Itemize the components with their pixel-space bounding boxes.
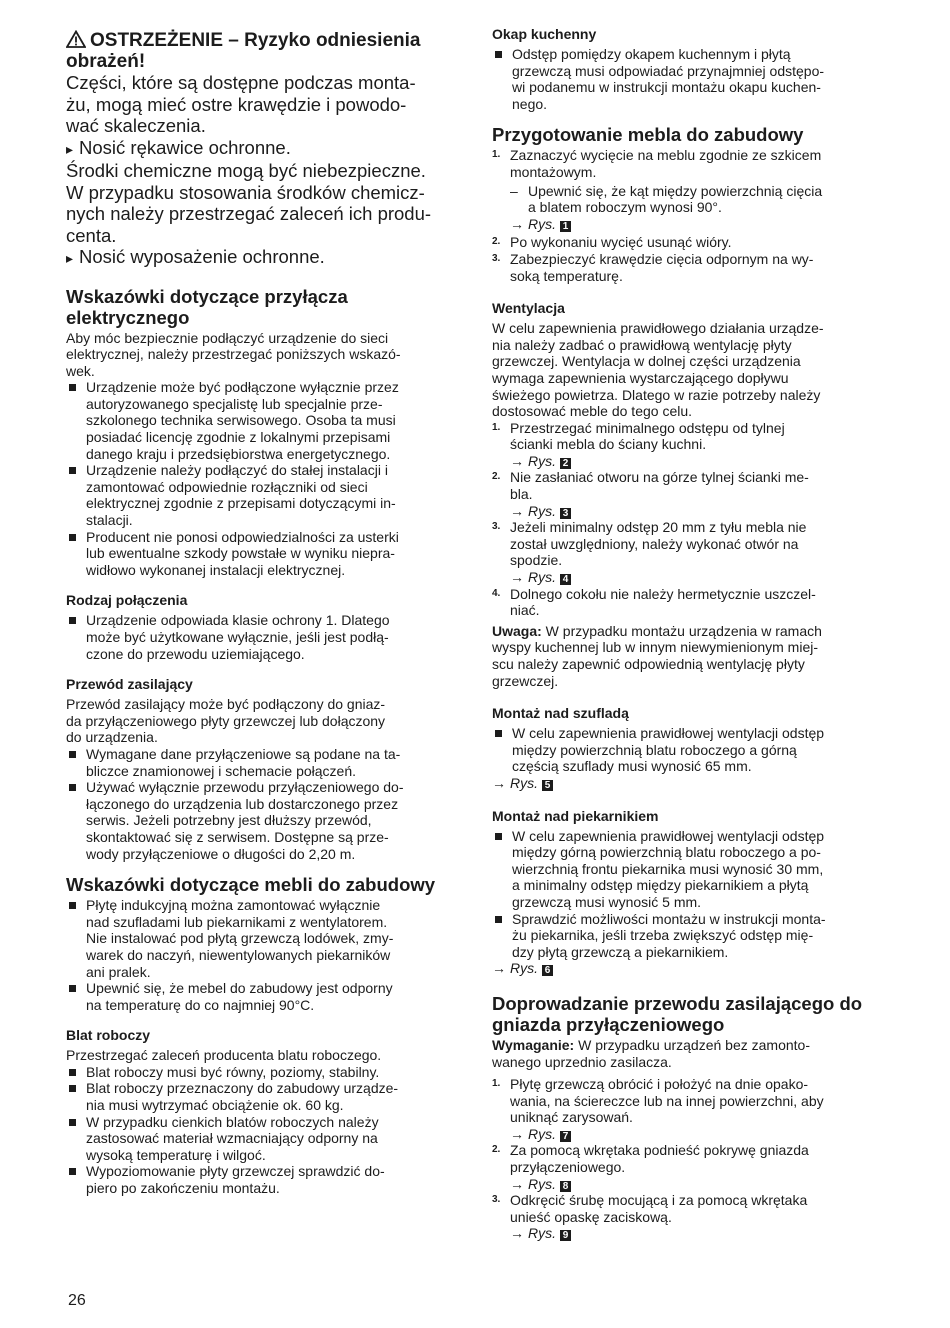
prep-steps-cont: [492, 234, 884, 284]
ventilation-heading: Wentylacja: [492, 300, 565, 317]
text-line: świeżego powietrza. Dlatego w razie potrzeby należy: [492, 386, 821, 403]
text-line: serwis. Jeżeli potrzebny jest dłuższy przewód,: [86, 812, 372, 829]
figure-number: 9: [560, 1230, 571, 1241]
text-line: na temperaturę do co najmniej 90°C.: [86, 996, 315, 1013]
text-line: wody przyłączeniowe o długości do 2,20 m.: [86, 845, 356, 862]
list-item: [492, 725, 884, 775]
dash: –: [510, 182, 518, 199]
cable-heading: [492, 993, 884, 1035]
ref-label: Rys.: [528, 502, 556, 519]
warning-action-gloves: ▸ Nosić rękawice ochronne.: [66, 137, 458, 161]
text-line: Urządzenie może być podłączone wyłącznie przez: [86, 379, 399, 396]
text-line: Blat roboczy przeznaczony do zabudowy urządze-: [86, 1080, 399, 1097]
text-line: uniknąć zarysowań.: [510, 1109, 633, 1126]
worktop-list: [66, 1064, 458, 1197]
text-line: W przypadku montażu urządzenia w ramach: [541, 622, 822, 639]
text-line: Płytę indukcyjną można zamontować wyłącznie: [86, 897, 381, 914]
electric-heading: [66, 286, 458, 328]
list-item: [66, 379, 458, 462]
arrow-right-icon: →: [492, 774, 506, 791]
figure-ref: [510, 453, 884, 470]
text-line: grzewczą musi wynosić 5 mm.: [512, 893, 702, 910]
figure-ref: [510, 503, 884, 520]
furniture-heading: Wskazówki dotyczące mebli do zabudowy: [66, 874, 436, 896]
warning-line: Środki chemiczne mogą być niebezpieczne.: [66, 160, 426, 181]
step-item: [492, 469, 884, 519]
figure-ref: [510, 1126, 884, 1143]
text-line: grzewczej. Wentylacja w dolnej części urządzenia: [492, 353, 801, 370]
text-line: ani pralek.: [86, 963, 151, 980]
step-number: 2.: [492, 236, 501, 248]
text-line: wyspy kuchennej lub w innym niewymienionym miej-: [492, 639, 819, 656]
warning-block: [66, 30, 458, 270]
arrow-right-icon: →: [510, 569, 524, 586]
text-line: unieść opaskę zaciskową.: [510, 1208, 672, 1225]
warning-line: Części, które są dostępne podczas monta-: [66, 72, 416, 93]
figure-ref: [510, 1225, 884, 1242]
prep-heading: Przygotowanie mebla do zabudowy: [492, 124, 804, 146]
text-line: Odstęp pomiędzy okapem kuchennym i płytą: [512, 46, 791, 62]
text-line: przyłączeniowego.: [510, 1159, 626, 1176]
text-line: widłowo wykonanej instalacji elektrycznej.: [86, 561, 346, 578]
text-line: Urządzenie odpowiada klasie ochrony 1. Dlatego: [86, 612, 390, 629]
text-line: niać.: [510, 602, 540, 619]
connection-type-list: [66, 612, 458, 662]
warning-action-equipment: ▸ Nosić wyposażenie ochronne.: [66, 246, 458, 270]
warning-text: [66, 72, 458, 137]
text-line: Urządzenie należy podłączyć do stałej instalacji i: [86, 462, 388, 479]
text-line: do urządzenia.: [66, 729, 158, 746]
ref-label: Rys.: [528, 569, 556, 586]
text-line: skontaktować się z serwisem. Dostępne są prze-: [86, 828, 389, 845]
cable-steps: [492, 1076, 884, 1242]
text-line: między powierzchnią blatu roboczego a górną: [512, 741, 797, 758]
text-line: zamontować odpowiednie rozłączniki od sieci: [86, 478, 368, 495]
text-line: grzewczej.: [492, 672, 559, 689]
text-line: nia musi wytrzymać obciążenie ok. 60 kg.: [86, 1097, 344, 1114]
text-line: spodzie.: [510, 552, 563, 569]
step-number: 3.: [492, 521, 501, 533]
drawer-heading: Montaż nad szufladą: [492, 705, 629, 722]
list-item: [66, 746, 458, 779]
ref-label: Rys.: [528, 1125, 556, 1142]
text-line: Po wykonaniu wycięć usunąć wióry.: [510, 234, 732, 251]
text-line: Przestrzegać minimalnego odstępu od tylnej: [510, 419, 785, 436]
text-line: Odkręcić śrubę mocującą i za pomocą wkrętaka: [510, 1192, 808, 1209]
text-line: łączonego do urządzenia lub dostarczonego przez: [86, 795, 399, 812]
cable-requirement: [492, 1037, 884, 1070]
heading-line: Doprowadzanie przewodu zasilającego do: [492, 992, 863, 1014]
electric-list: [66, 379, 458, 578]
text-line: W przypadku urządzeń bez zamonto-: [574, 1036, 810, 1053]
arrow-right-icon: →: [510, 1125, 524, 1142]
text-line: zastosować materiał wzmacniający odporny na: [86, 1130, 378, 1147]
oven-list: [492, 828, 884, 961]
text-line: Zabezpieczyć krawędzie cięcia odpornym na wy-: [510, 250, 814, 267]
hood-heading: Okap kuchenny: [492, 26, 597, 42]
text-line: nia należy zadbać o prawidłową wentylację płyty: [492, 336, 792, 353]
list-item: [66, 612, 458, 662]
figure-ref: [510, 1176, 884, 1193]
text-line: Sprawdzić możliwości montażu w instrukcji monta-: [512, 910, 826, 927]
text-line: częścią szuflady musi wynosić 65 mm.: [512, 758, 752, 775]
text-line: wi podanemu w instrukcji montażu okapu kuchen-: [512, 79, 821, 96]
list-item: [66, 897, 458, 980]
text-line: bliczce znamionowej i schemacie połączeń.: [86, 762, 357, 779]
warning-text-chemicals: [66, 160, 458, 246]
text-line: a minimalny odstęp między piekarnikiem a płytą: [512, 877, 809, 894]
power-cord-list: [66, 746, 458, 862]
warning-icon: [66, 30, 86, 48]
text-line: W celu zapewnienia prawidłowej wentylacji odstęp: [512, 827, 825, 844]
text-line: został uwzględniony, należy wykonać otwór na: [510, 535, 799, 552]
text-line: elektrycznej zgodnie z przepisami dotyczącymi in-: [86, 495, 396, 512]
list-item: [66, 1163, 458, 1196]
ventilation-steps: [492, 420, 884, 619]
ref-label: Rys.: [510, 774, 538, 791]
text-line: stalacji.: [86, 512, 133, 529]
text-line: między górną powierzchnią blatu roboczego a po-: [512, 844, 821, 861]
step-item: [492, 586, 884, 619]
list-item: [66, 980, 458, 1013]
heading-line: Wskazówki dotyczące przyłącza: [66, 285, 348, 307]
text-line: a blatem roboczym wynosi 90°.: [528, 199, 722, 216]
figure-number: 4: [560, 574, 571, 585]
list-item: [492, 46, 884, 112]
step-item: [492, 1142, 884, 1192]
step-number: 1.: [492, 421, 501, 433]
warning-line: W przypadku stosowania środków chemicz-: [66, 181, 425, 203]
text-line: nad szufladami lub piekarnikami z wentylatorem.: [86, 913, 388, 930]
left-column: [66, 26, 458, 1197]
list-item: [66, 529, 458, 579]
warning-line: nych należy przestrzegać zaleceń ich produ-: [66, 203, 432, 224]
step-item: [492, 234, 884, 251]
list-item: [66, 779, 458, 862]
warning-title-line1: OSTRZEŻENIE – Ryzyko odniesienia: [90, 30, 421, 51]
text-line: W celu zapewnienia prawidłowego działania urządze-: [492, 320, 824, 337]
text-line: wania, na ściereczce lub na innej powierzchni, aby: [510, 1092, 824, 1109]
power-cord-heading: Przewód zasilający: [66, 676, 193, 693]
text-line: autoryzowanego specjalistę lub specjalnie prze-: [86, 395, 383, 412]
worktop-heading: Blat roboczy: [66, 1027, 151, 1044]
text-line: Nie instalować pod płytą grzewczą lodówek, zmy-: [86, 930, 394, 947]
text-line: Nie zasłaniać otworu na górze tylnej ścianki me-: [510, 469, 809, 486]
step-item: [492, 1076, 884, 1142]
text-line: wanego uprzednio zasilacza.: [492, 1053, 672, 1070]
arrow-right-icon: →: [492, 960, 506, 977]
text-line: Upewnić się, że kąt między powierzchnią cięcia: [528, 182, 823, 199]
oven-heading: Montaż nad piekarnikiem: [492, 807, 659, 824]
text-line: wek.: [66, 362, 95, 379]
text-line: Zaznaczyć wycięcie na meblu zgodnie ze szkicem: [510, 147, 822, 164]
text-line: Upewnić się, że mebel do zabudowy jest odporny: [86, 980, 393, 997]
electric-intro: [66, 330, 458, 380]
figure-number: 7: [560, 1131, 571, 1142]
step-number: 1.: [492, 1078, 501, 1090]
step-item: [492, 251, 884, 284]
text-line: W przypadku cienkich blatów roboczych należy: [86, 1113, 379, 1130]
figure-number: 5: [542, 780, 553, 791]
text-line: Używać wyłącznie przewodu przyłączeniowego do-: [86, 779, 404, 796]
text-line: danego kraju i przedsiębiorstwa energetycznego.: [86, 445, 391, 462]
step-number: 1.: [492, 149, 501, 161]
arrow-right-icon: →: [510, 215, 524, 232]
text-line: dzy płytą grzewczą a piekarnikiem.: [512, 943, 729, 960]
figure-number: 8: [560, 1181, 571, 1192]
text-line: W celu zapewnienia prawidłowej wentylacji odstęp: [512, 725, 825, 742]
text-line: soką temperaturę.: [510, 267, 623, 284]
step-item: [492, 1192, 884, 1242]
text-line: żu piekarnika, jeśli trzeba zwiększyć odstęp mię-: [512, 927, 814, 944]
power-cord-intro: [66, 696, 458, 746]
step-number: 3.: [492, 1194, 501, 1206]
figure-ref: [510, 569, 884, 586]
step-item: [492, 519, 884, 585]
arrow-right-icon: →: [510, 1225, 524, 1242]
text-line: Blat roboczy musi być równy, poziomy, stabilny.: [86, 1063, 380, 1080]
note-label: Uwaga:: [492, 622, 542, 639]
ref-label: Rys.: [528, 1175, 556, 1192]
prep-steps: [492, 147, 884, 180]
text-line: Dolnego cokołu nie należy hermetycznie uszczel-: [510, 585, 816, 602]
list-item: [492, 828, 884, 911]
text-line: nego.: [512, 95, 548, 112]
figure-number: 3: [560, 508, 571, 519]
prep-substep: [492, 183, 884, 216]
list-item: [66, 1080, 458, 1113]
list-item: [66, 462, 458, 528]
text-line: montażowym.: [510, 163, 597, 180]
text-line: Wymagane dane przyłączeniowe są podane na ta-: [86, 745, 401, 762]
text-line: warek do naczyń, niewentylowanych piekarników: [86, 946, 391, 963]
ref-label: Rys.: [510, 960, 538, 977]
arrow-right-icon: →: [510, 1175, 524, 1192]
list-item: [492, 911, 884, 961]
page-number: 26: [68, 1292, 86, 1309]
warning-line: żu, mogą mieć ostre krawędzie i powodo-: [66, 93, 407, 115]
warning-line: wać skaleczenia.: [66, 115, 206, 136]
worktop-intro: Przestrzegać zaleceń producenta blatu roboczego.: [66, 1047, 382, 1064]
furniture-list: [66, 897, 458, 1013]
ref-label: Rys.: [528, 452, 556, 469]
text-line: grzewczą musi odpowiadać przynajmniej odstępo-: [512, 62, 825, 79]
drawer-list: [492, 725, 884, 775]
arrow-right-icon: →: [510, 452, 524, 469]
text-line: wysoką temperaturę i wilgoć.: [86, 1146, 266, 1163]
text-line: Płytę grzewczą obrócić i położyć na dnie opako-: [510, 1076, 809, 1093]
text-line: scu należy zapewnić odpowiednią wentylację płyty: [492, 656, 805, 672]
text-line: bla.: [510, 486, 533, 503]
text-line: piero po zakończeniu montażu.: [86, 1180, 280, 1197]
text-line: wierzchnią frontu piekarnika musi wynosić 30 mm,: [512, 860, 824, 877]
text-line: Aby móc bezpiecznie podłączyć urządzenie do sieci: [66, 329, 389, 346]
warning-line: centa.: [66, 224, 117, 246]
ref-label: Rys.: [528, 215, 556, 232]
text-line: może być użytkowane wyłącznie, jeśli jest podłą-: [86, 629, 389, 645]
requirement-label: Wymaganie:: [492, 1036, 575, 1053]
ventilation-intro: [492, 320, 884, 420]
text-line: Przewód zasilający może być podłączony do gniaz-: [66, 696, 386, 713]
arrow-right-icon: →: [510, 502, 524, 519]
text-line: Wypoziomowanie płyty grzewczej sprawdzić do-: [86, 1163, 385, 1180]
figure-ref: [492, 775, 884, 792]
hood-list: [492, 46, 884, 112]
text-line: Jeżeli minimalny odstęp 20 mm z tyłu mebla nie: [510, 519, 807, 536]
step-number: 3.: [492, 252, 501, 264]
ref-label: Rys.: [528, 1225, 556, 1242]
step-number: 4.: [492, 587, 501, 599]
warning-title: [66, 30, 458, 72]
ventilation-note: [492, 623, 884, 689]
text-line: czone do przewodu uziemiającego.: [86, 645, 305, 662]
text-line: wymaga zapewnienia wystarczającego dopływu: [492, 369, 789, 386]
text-line: da przyłączeniowego płyty grzewczej lub dołączony: [66, 712, 386, 729]
list-item: [66, 1064, 458, 1081]
connection-type-heading: Rodzaj połączenia: [66, 592, 188, 609]
step-item: [492, 147, 884, 180]
heading-line: elektrycznego: [66, 306, 190, 328]
heading-line: gniazda przyłączeniowego: [492, 1013, 725, 1035]
step-number: 2.: [492, 1144, 501, 1156]
figure-number: 6: [542, 965, 553, 976]
text-line: ścianki mebla do ściany kuchni.: [510, 436, 707, 453]
warning-title-line2: obrażeń!: [66, 51, 146, 72]
figure-number: 2: [560, 458, 571, 469]
text-line: Producent nie ponosi odpowiedzialności za usterki: [86, 528, 399, 545]
figure-ref: [492, 216, 884, 233]
warning-body: [66, 72, 458, 270]
step-number: 2.: [492, 471, 501, 483]
figure-number: 1: [560, 221, 571, 232]
text-line: Za pomocą wkrętaka podnieść pokrywę gniazda: [510, 1142, 809, 1159]
text-line: lub ewentualne szkody powstałe w wyniku niepra-: [86, 545, 395, 562]
figure-ref: [492, 960, 884, 977]
text-line: elektrycznej, należy przestrzegać poniższych wskazó-: [66, 346, 401, 363]
text-line: szkolonego technika serwisowego. Osoba ta musi: [86, 412, 396, 429]
list-item: [66, 1114, 458, 1164]
text-line: posiadać licencję zgodnie z lokalnymi przepisami: [86, 429, 391, 446]
text-line: dostosować meble do tego celu.: [492, 403, 693, 420]
right-column: [492, 26, 884, 1242]
step-item: [492, 420, 884, 470]
